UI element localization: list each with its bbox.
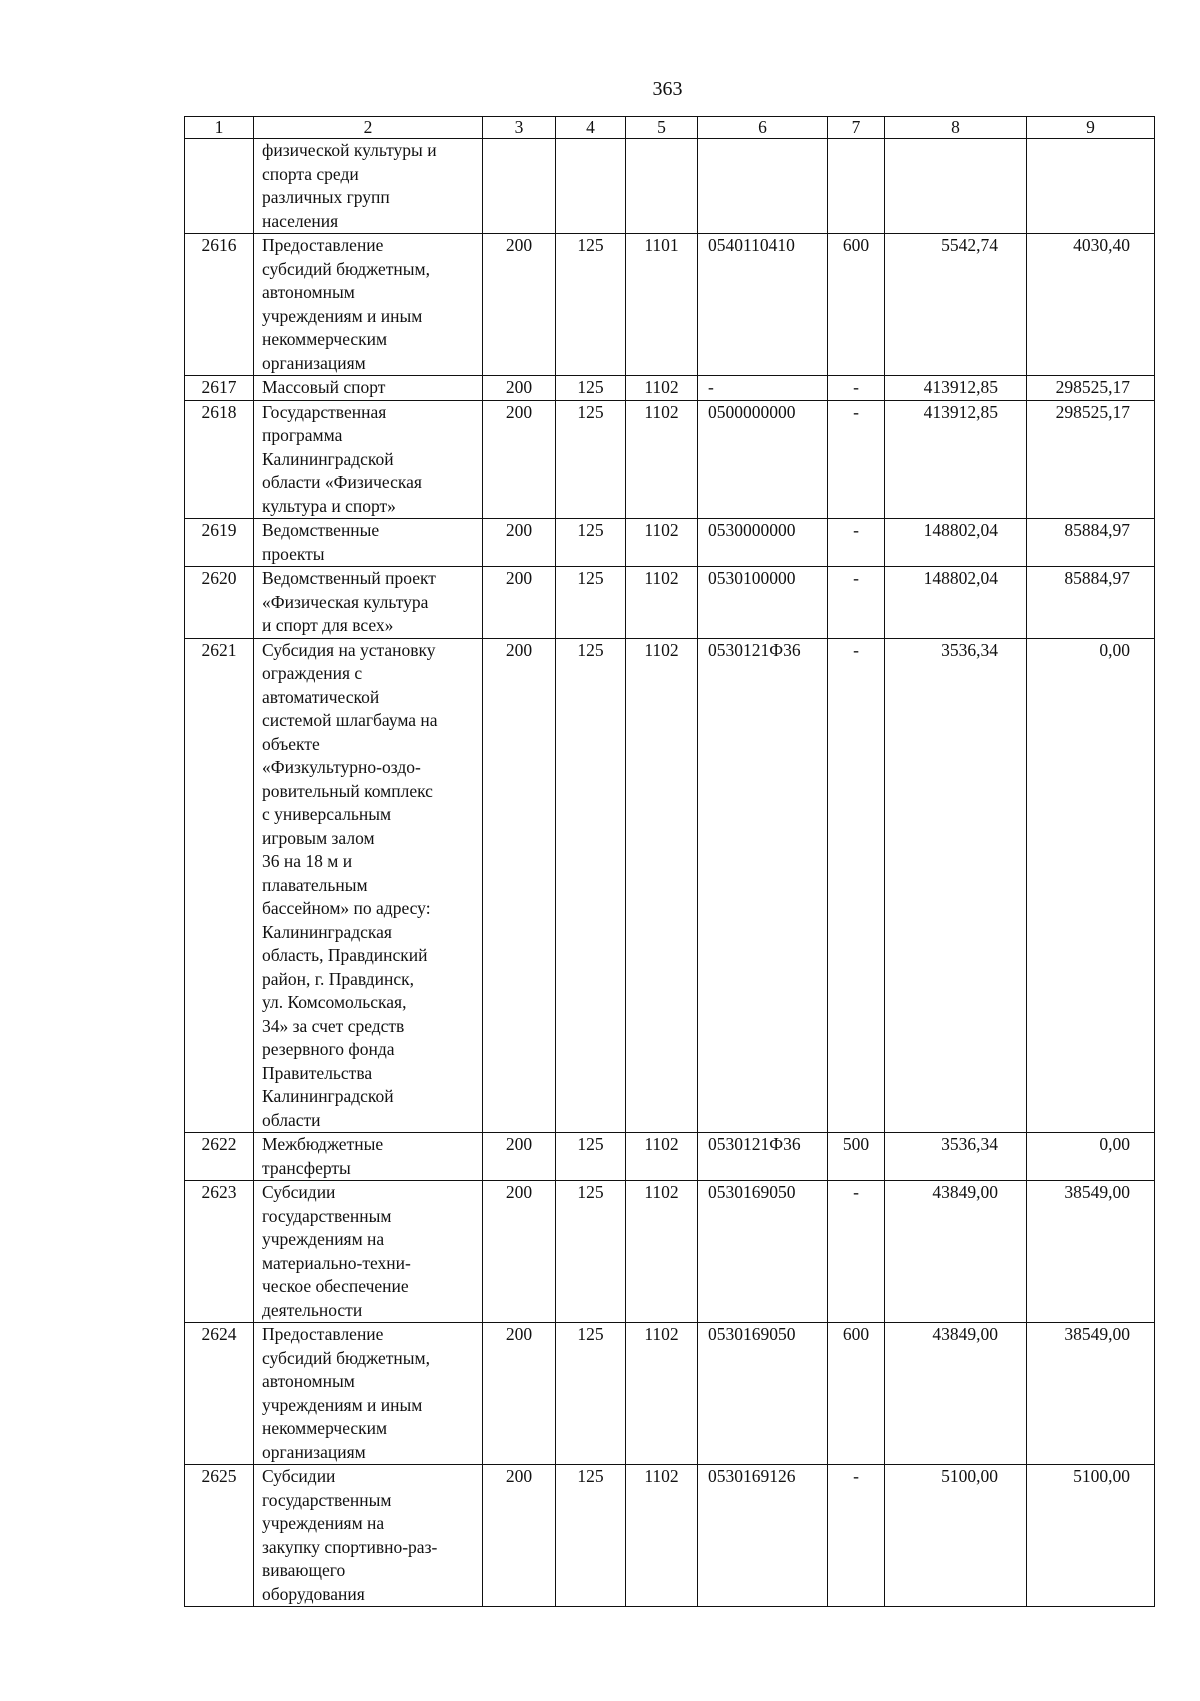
cell-col-6: 0530169050 xyxy=(698,1181,828,1323)
description-line: Ведомственный проект xyxy=(262,568,436,588)
cell-col-6: 0530000000 xyxy=(698,519,828,567)
cell-col-8: 5542,74 xyxy=(885,234,1027,376)
row-description xyxy=(254,567,483,639)
cell-col-9: 85884,97 xyxy=(1027,567,1155,639)
cell-col-9 xyxy=(1027,139,1155,234)
table-row xyxy=(185,567,1155,639)
description-line: Предоставление xyxy=(262,1324,384,1344)
cell-col-5: 1102 xyxy=(626,567,698,639)
description-line: ровительный комплекс xyxy=(262,780,433,801)
page-number: 363 xyxy=(652,78,683,100)
description-line: Массовый спорт xyxy=(262,377,386,397)
cell-col-4: 125 xyxy=(556,519,626,567)
description-line: оборудования xyxy=(262,1583,365,1604)
header-col-7: 7 xyxy=(828,117,885,139)
row-description xyxy=(254,1465,483,1607)
budget-table xyxy=(184,116,1155,1607)
description-line: организациям xyxy=(262,1441,366,1462)
cell-col-5 xyxy=(626,139,698,234)
cell-col-6: - xyxy=(698,376,828,401)
description-line: автономным xyxy=(262,1371,355,1391)
description-line: учреждениям на xyxy=(262,1513,385,1533)
description-line: системой шлагбаума на xyxy=(262,710,438,730)
cell-col-5: 1102 xyxy=(626,519,698,567)
table-row xyxy=(185,1323,1155,1465)
header-col-9: 9 xyxy=(1027,117,1155,139)
row-number: 2621 xyxy=(185,638,254,1133)
row-description xyxy=(254,1181,483,1323)
cell-col-3: 200 xyxy=(483,1181,556,1323)
table-row xyxy=(185,234,1155,376)
description-line: 36 на 18 м и xyxy=(262,851,353,871)
cell-col-3: 200 xyxy=(483,567,556,639)
cell-col-6: 0530121Ф36 xyxy=(698,638,828,1133)
cell-col-7: 600 xyxy=(828,234,885,376)
description-line: различных групп xyxy=(262,187,390,207)
description-line: бассейном» по адресу: xyxy=(262,898,431,918)
header-row xyxy=(185,117,1155,139)
cell-col-5: 1101 xyxy=(626,234,698,376)
description-line: автоматической xyxy=(262,686,380,707)
description-line: и спорт для всех» xyxy=(262,615,394,635)
description-line: Предоставление xyxy=(262,235,384,255)
cell-col-7: 600 xyxy=(828,1323,885,1465)
cell-col-4 xyxy=(556,139,626,234)
description-line: район, г. Правдинск, xyxy=(262,968,414,989)
cell-col-9: 298525,17 xyxy=(1027,400,1155,519)
cell-col-9: 4030,40 xyxy=(1027,234,1155,376)
cell-col-6: 0530100000 xyxy=(698,567,828,639)
description-line: населения xyxy=(262,210,339,231)
description-line: ограждения с xyxy=(262,663,363,683)
description-line: учреждениям и иным xyxy=(262,305,423,326)
row-description xyxy=(254,1133,483,1181)
cell-col-5: 1102 xyxy=(626,1133,698,1181)
description-line: Субсидии xyxy=(262,1182,336,1202)
row-description xyxy=(254,139,483,234)
cell-col-7: - xyxy=(828,376,885,401)
cell-col-3: 200 xyxy=(483,519,556,567)
description-line: Субсидии xyxy=(262,1466,336,1486)
description-line: закупку спортивно-раз- xyxy=(262,1536,438,1557)
cell-col-3 xyxy=(483,139,556,234)
cell-col-3: 200 xyxy=(483,1133,556,1181)
cell-col-4: 125 xyxy=(556,1181,626,1323)
row-number: 2623 xyxy=(185,1181,254,1323)
cell-col-5: 1102 xyxy=(626,1323,698,1465)
cell-col-4: 125 xyxy=(556,1133,626,1181)
cell-col-6: 0530169050 xyxy=(698,1323,828,1465)
description-line: государственным xyxy=(262,1489,392,1510)
cell-col-8: 413912,85 xyxy=(885,400,1027,519)
description-line: области xyxy=(262,1109,321,1130)
description-line: с универсальным xyxy=(262,804,392,824)
cell-col-3: 200 xyxy=(483,1323,556,1465)
table-row xyxy=(185,376,1155,401)
cell-col-3: 200 xyxy=(483,376,556,401)
cell-col-9: 85884,97 xyxy=(1027,519,1155,567)
cell-col-8: 413912,85 xyxy=(885,376,1027,401)
row-number: 2625 xyxy=(185,1465,254,1607)
description-line: некоммерческим xyxy=(262,1418,388,1438)
description-line: Государственная xyxy=(262,401,387,422)
description-line: организациям xyxy=(262,352,366,373)
header-col-5: 5 xyxy=(626,117,698,139)
description-line: Ведомственные xyxy=(262,520,380,540)
cell-col-3: 200 xyxy=(483,400,556,519)
table-row xyxy=(185,638,1155,1133)
row-number xyxy=(185,139,254,234)
cell-col-6: 0530121Ф36 xyxy=(698,1133,828,1181)
cell-col-7: - xyxy=(828,638,885,1133)
description-line: объекте xyxy=(262,733,320,754)
cell-col-6: 0500000000 xyxy=(698,400,828,519)
description-line: Калининградской xyxy=(262,448,394,469)
row-description xyxy=(254,519,483,567)
description-line: деятельности xyxy=(262,1299,363,1320)
cell-col-4: 125 xyxy=(556,400,626,519)
cell-col-9: 0,00 xyxy=(1027,1133,1155,1181)
description-line: ческое обеспечение xyxy=(262,1276,409,1296)
description-line: ул. Комсомольская, xyxy=(262,992,407,1012)
row-number: 2618 xyxy=(185,400,254,519)
cell-col-8: 43849,00 xyxy=(885,1323,1027,1465)
cell-col-8: 43849,00 xyxy=(885,1181,1027,1323)
description-line: Субсидия на установку xyxy=(262,639,436,660)
description-line: плавательным xyxy=(262,874,368,895)
cell-col-7: - xyxy=(828,519,885,567)
cell-col-7: - xyxy=(828,400,885,519)
cell-col-6: 0530169126 xyxy=(698,1465,828,1607)
cell-col-9: 0,00 xyxy=(1027,638,1155,1133)
description-line: субсидий бюджетным, xyxy=(262,258,430,279)
cell-col-4: 125 xyxy=(556,234,626,376)
table-header xyxy=(185,117,1155,139)
description-line: спорта среди xyxy=(262,163,359,184)
row-description xyxy=(254,400,483,519)
table-row xyxy=(185,400,1155,519)
table-row xyxy=(185,1181,1155,1323)
cell-col-3: 200 xyxy=(483,234,556,376)
cell-col-9: 298525,17 xyxy=(1027,376,1155,401)
description-line: 34» за счет средств xyxy=(262,1015,405,1036)
header-col-3: 3 xyxy=(483,117,556,139)
cell-col-8: 148802,04 xyxy=(885,519,1027,567)
table-row xyxy=(185,1465,1155,1607)
cell-col-9: 5100,00 xyxy=(1027,1465,1155,1607)
description-line: программа xyxy=(262,425,343,445)
cell-col-8: 5100,00 xyxy=(885,1465,1027,1607)
description-line: трансферты xyxy=(262,1157,351,1178)
description-line: материально-техни- xyxy=(262,1252,411,1273)
cell-col-5: 1102 xyxy=(626,1465,698,1607)
row-number: 2617 xyxy=(185,376,254,401)
cell-col-5: 1102 xyxy=(626,638,698,1133)
cell-col-6 xyxy=(698,139,828,234)
row-number: 2616 xyxy=(185,234,254,376)
cell-col-7: - xyxy=(828,1181,885,1323)
row-description xyxy=(254,1323,483,1465)
description-line: физической культуры и xyxy=(262,140,437,160)
description-line: Правительства xyxy=(262,1062,373,1083)
description-line: некоммерческим xyxy=(262,329,388,349)
cell-col-4: 125 xyxy=(556,638,626,1133)
header-col-8: 8 xyxy=(885,117,1027,139)
description-line: Калининградской xyxy=(262,1086,394,1106)
cell-col-7 xyxy=(828,139,885,234)
description-line: «Физическая культура xyxy=(262,591,429,612)
cell-col-8: 3536,34 xyxy=(885,1133,1027,1181)
description-line: «Физкультурно-оздо- xyxy=(262,757,421,777)
cell-col-4: 125 xyxy=(556,1465,626,1607)
description-line: субсидий бюджетным, xyxy=(262,1347,430,1368)
description-line: культура и спорт» xyxy=(262,495,396,516)
description-line: Калининградская xyxy=(262,921,392,942)
header-col-4: 4 xyxy=(556,117,626,139)
description-line: игровым залом xyxy=(262,827,375,848)
row-number: 2620 xyxy=(185,567,254,639)
row-description xyxy=(254,376,483,401)
cell-col-5: 1102 xyxy=(626,376,698,401)
table-row xyxy=(185,1133,1155,1181)
description-line: область, Правдинский xyxy=(262,945,428,965)
cell-col-9: 38549,00 xyxy=(1027,1323,1155,1465)
description-line: вивающего xyxy=(262,1560,346,1580)
row-number: 2624 xyxy=(185,1323,254,1465)
cell-col-9: 38549,00 xyxy=(1027,1181,1155,1323)
table-row xyxy=(185,519,1155,567)
cell-col-5: 1102 xyxy=(626,1181,698,1323)
header-col-1: 1 xyxy=(185,117,254,139)
description-line: государственным xyxy=(262,1205,392,1226)
cell-col-8 xyxy=(885,139,1027,234)
description-line: автономным xyxy=(262,282,355,302)
description-line: учреждениям на xyxy=(262,1229,385,1249)
cell-col-7: - xyxy=(828,1465,885,1607)
cell-col-4: 125 xyxy=(556,376,626,401)
row-description xyxy=(254,638,483,1133)
cell-col-7: - xyxy=(828,567,885,639)
header-col-6: 6 xyxy=(698,117,828,139)
cell-col-4: 125 xyxy=(556,567,626,639)
cell-col-3: 200 xyxy=(483,638,556,1133)
cell-col-8: 148802,04 xyxy=(885,567,1027,639)
table-body xyxy=(185,139,1155,1607)
description-line: резервного фонда xyxy=(262,1039,395,1059)
description-line: Межбюджетные xyxy=(262,1134,384,1154)
description-line: области «Физическая xyxy=(262,472,422,492)
description-line: учреждениям и иным xyxy=(262,1394,423,1415)
row-description xyxy=(254,234,483,376)
cell-col-4: 125 xyxy=(556,1323,626,1465)
cell-col-7: 500 xyxy=(828,1133,885,1181)
table-row xyxy=(185,139,1155,234)
row-number: 2622 xyxy=(185,1133,254,1181)
row-number: 2619 xyxy=(185,519,254,567)
cell-col-3: 200 xyxy=(483,1465,556,1607)
header-col-2: 2 xyxy=(254,117,483,139)
cell-col-8: 3536,34 xyxy=(885,638,1027,1133)
description-line: проекты xyxy=(262,543,325,564)
cell-col-6: 0540110410 xyxy=(698,234,828,376)
cell-col-5: 1102 xyxy=(626,400,698,519)
